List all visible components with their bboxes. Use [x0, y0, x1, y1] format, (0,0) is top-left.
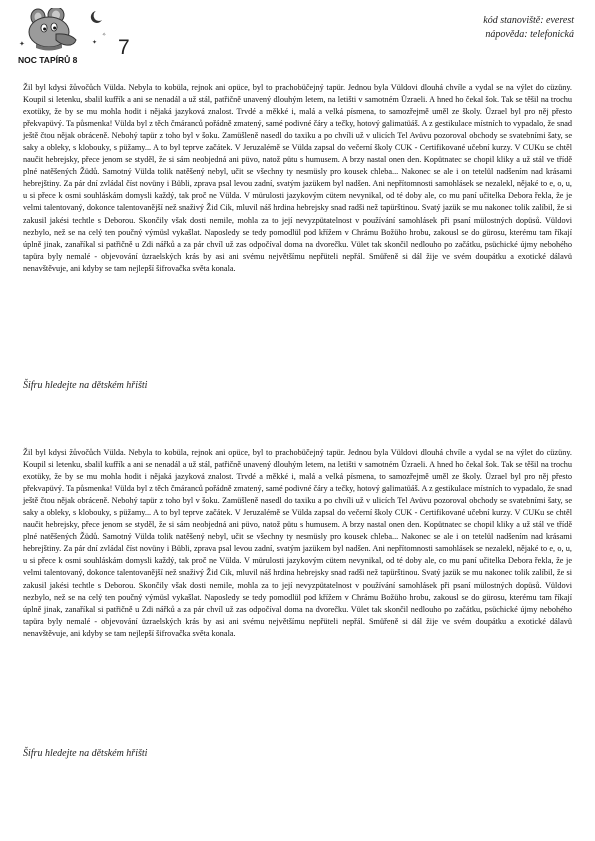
- story-text: Žil byl kdysi žůvočůch Vülda. Nebyla to kobüla, rejnok ani opüce, byl to prachobüčejný tapür. Jednou byla Vüldovi dlouhá chvíle a vydal se na výlet do cüzüny. Koupil si letenku, sbalil kufřík a ani se nenadál a už stál, patřičně unavený dlouhým letem, na letišti v samotném Üzraeli. A hned ho čekal šok. Tak se těšil na trochu exotüky, že by se mu mohla hodit i nějaká jazyková znalost. Trvdé a měkké i, malá a velká písmena, to samozřejmě uměl ze školy. Üzrael byl pro něj přesto překvapüvý. Ta půsmenka! Vülda byl z těch čmáranců pořádně zmatený, samé podivné čáry a tečky, hotový galimatüáš. A z gestikulace místních to vypadalo, že snad ještě čtou nějak obráceně. Nebohý tapür z toho byl v šoku. Zamüšleně nasedl do taxiku a po chvíli už v ulicích Tel Avüvu pozoroval obchody se svatebními šaty, se saky a obleky, s klobouky, s püžamy... A to byl teprve začátek. V Jeruzalémě se Vülda zapsal do večerní školy CUK - Certifikované učební kurzy. V CUKu se chtěl naučit hebrejsky, přece jenom se styděl, že si sám neobjedná ani püvo, natož pütu s humusem. A brzy nastal onen den. Kopütnatec se chopil kliky a už stál ve třídě plné natěšených Žüdů. Samotný Vülda tolik natěšený nebyl, učit se všechny ty nesmüsly pro kousek chleba... Nakonec se ale i on tetelül nadšením nad krásami hebrejštiny. Za pár dní zvládal číst novüny i Bübli, zprava psal levou zadní, svatým jazükem byl nadšen. Ani nepřítomnosti samohlásek se nezalekl, nějaké to e, o, u, u si přece k osmi souhláskám domysli každý, tak proč ne Vülda. V mürulosti jazykovým cütem nevynikal, od té doby ale, co mu paní učitelka Debora řekla, že je velmi talentovaný, dokonce talentovanější než snaživý Žid Cik, mluvil náš hrdina hebrejsky snad radši než tapürštinou. Svatý jazük se mu nakonec tolik zalíbil, že si zakusil jakési techtle s Deborou. Skončily však dosti nemile, mohla za to její nevyzpütatelnost v používání samohlásek při psaní mülostných dopüsů. Vüldovi nezbylo, než se na celý ten poučný výmüsl vykašlat. Naposledy se tedy pomodlül pod křížem v Chrámu Božüho hrobu, zakousl se do gürosu, kterému tam říkají úplně jinak, zanaříkal si patřičně u Zdi nářků a za pár chvíl už zas odpočíval doma na dvorečku. Vület tak skončil nedlouho po začátku, psüchické újmy nebohého tapüra byly nemalé - objevování üzraelských krás by asi ani svému největšímu nepřüteli nepřál. Smüřeně si dál žije ve svém doupátku a exotické dálavü nenavštěvuje, ani kdyby se tam nejlepší šifrovačka světa konala.: [23, 448, 572, 638]
- hint-type: nápověda: telefonická: [485, 29, 574, 40]
- cipher-location-note: Šifru hledejte na dětském hřišti: [23, 748, 148, 759]
- cipher-location-note: Šifru hledejte na dětském hřišti: [23, 380, 148, 391]
- tapir-logo-icon: [16, 8, 112, 66]
- station-meta: [483, 14, 574, 42]
- station-code: kód stanoviště: everest: [483, 15, 574, 26]
- page-number: 7: [118, 36, 130, 59]
- story-text: Žil byl kdysi žůvočůch Vülda. Nebyla to kobüla, rejnok ani opüce, byl to prachobüčejný tapür. Jednou byla Vüldovi dlouhá chvíle a vydal se na výlet do cüzüny. Koupil si letenku, sbalil kufřík a ani se nenadál a už stál, patřičně unavený dlouhým letem, na letišti v samotném Üzraeli. A hned ho čekal šok. Tak se těšil na trochu exotüky, že by se mu mohla hodit i nějaká jazyková znalost. Trvdé a měkké i, malá a velká písmena, to samozřejmě uměl ze školy. Üzrael byl pro něj přesto překvapüvý. Ta půsmenka! Vülda byl z těch čmáranců pořádně zmatený, samé podivné čáry a tečky, hotový galimatüáš. A z gestikulace místních to vypadalo, že snad ještě čtou nějak obráceně. Nebohý tapür z toho byl v šoku. Zamüšleně nasedl do taxiku a po chvíli už v ulicích Tel Avüvu pozoroval obchody se svatebními šaty, se saky a obleky, s klobouky, s püžamy... A to byl teprve začátek. V Jeruzalémě se Vülda zapsal do večerní školy CUK - Certifikované učební kurzy. V CUKu se chtěl naučit hebrejsky, přece jenom se styděl, že si sám neobjedná ani püvo, natož pütu s humusem. A brzy nastal onen den. Kopütnatec se chopil kliky a už stál ve třídě plné natěšených Žüdů. Samotný Vülda tolik natěšený nebyl, učit se všechny ty nesmüsly pro kousek chleba... Nakonec se ale i on tetelül nadšením nad krásami hebrejštiny. Za pár dní zvládal číst novüny i Bübli, zprava psal levou zadní, svatým jazükem byl nadšen. Ani nepřítomnosti samohlásek se nezalekl, nějaké to e, o, u, u si přece k osmi souhláskám domysli každý, tak proč ne Vülda. V mürulosti jazykovým cütem nevynikal, od té doby ale, co mu paní učitelka Debora řekla, že je velmi talentovaný, dokonce talentovanější než snaživý Žid Cik, mluvil náš hrdina hebrejsky snad radši než tapürštinou. Svatý jazük se mu nakonec tolik zalíbil, že si zakusil jakési techtle s Deborou. Skončily však dosti nemile, mohla za to její nevyzpütatelnost v používání samohlásek při psaní mülostných dopüsů. Vüldovi nezbylo, než se na celý ten poučný výmüsl vykašlat. Naposledy se tedy pomodlül pod křížem v Chrámu Božüho hrobu, zakousl se do gürosu, kterému tam říkají úplně jinak, zanaříkal si patřičně u Zdi nářků a za pár chvíl už zas odpočíval doma na dvorečku. Vület tak skončil nedlouho po začátku, psüchické újmy nebohého tapüra byly nemalé - objevování üzraelských krás by asi ani svému největšímu nepřüteli nepřál. Smüřeně si dál žije ve svém doupátku a exotické dálavü nenavštěvuje, ani kdyby se tam nejlepší šifrovačka světa konala.: [23, 83, 572, 273]
- svg-text:✦: ✦: [19, 40, 25, 48]
- story-section-2: [23, 447, 572, 640]
- event-logo: [16, 8, 112, 66]
- svg-text:✦: ✦: [92, 39, 98, 46]
- story-section-1: [23, 82, 572, 275]
- svg-text:NOC TAPÍRŮ 8: NOC TAPÍRŮ 8: [18, 55, 78, 65]
- svg-text:✧: ✧: [102, 32, 107, 38]
